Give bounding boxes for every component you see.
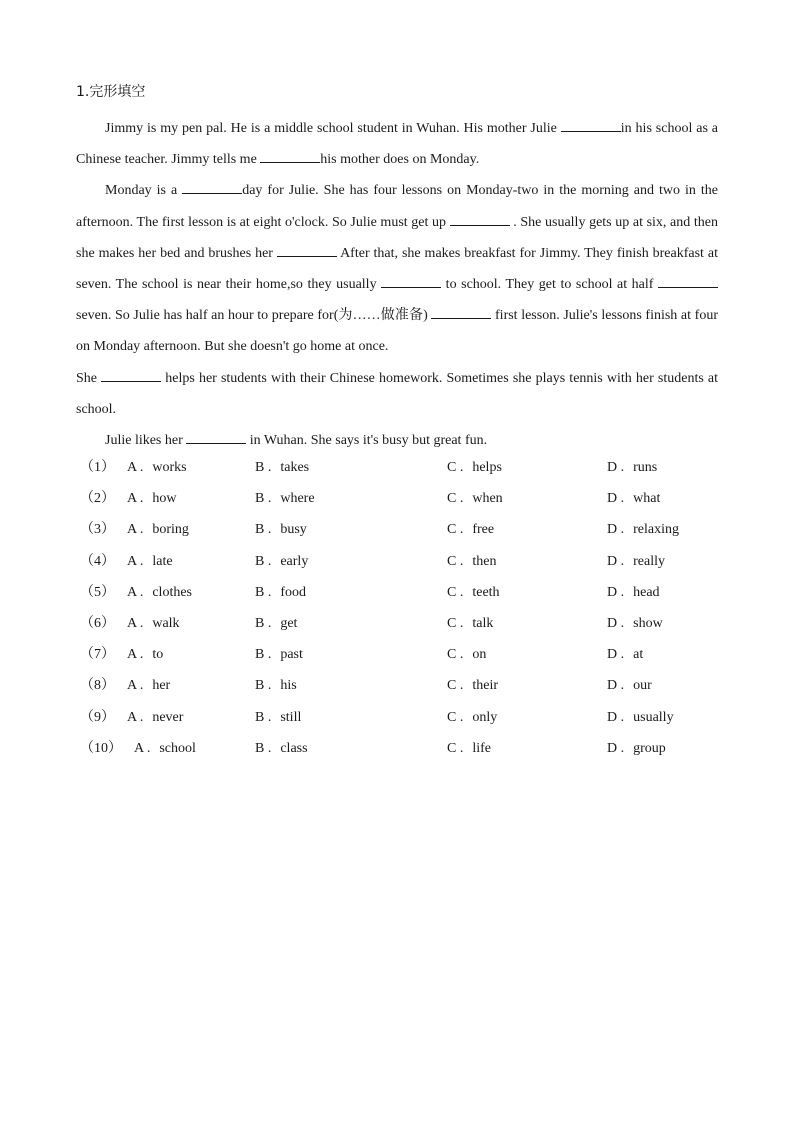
question-row <box>76 546 718 577</box>
text-segment: helps her students with their Chinese homework. Sometimes she plays tennis with her students at school. <box>76 370 719 417</box>
blank-6 <box>381 273 441 288</box>
question-row <box>76 514 718 545</box>
answer-options <box>76 452 718 764</box>
option-a[interactable]: A . never <box>127 709 184 725</box>
option-b[interactable]: B . busy <box>255 522 307 538</box>
option-d[interactable]: D . really <box>607 553 665 569</box>
question-number: （10） <box>80 740 122 756</box>
option-b[interactable]: B . early <box>255 553 309 569</box>
option-d[interactable]: D . what <box>607 491 661 507</box>
question-row <box>76 483 718 514</box>
option-b[interactable]: B . still <box>255 709 302 725</box>
text-segment: Monday is a <box>105 183 183 199</box>
text-segment: first lesson. Julie's lessons finish at four on Monday afternoon. But she doesn't go home at once. <box>76 308 718 355</box>
option-d[interactable]: D . head <box>607 584 660 600</box>
option-a[interactable]: A . late <box>127 553 173 569</box>
option-d[interactable]: D . relaxing <box>607 522 679 538</box>
question-row <box>76 670 718 701</box>
option-a[interactable]: A . boring <box>127 522 189 538</box>
question-row <box>76 608 718 639</box>
option-a[interactable]: A . works <box>127 460 187 475</box>
option-d[interactable]: D . our <box>607 678 652 694</box>
text-segment: Jimmy is my pen pal. He is a middle school student in Wuhan. His mother Julie <box>105 121 561 136</box>
option-c[interactable]: C . when <box>447 491 503 507</box>
question-row <box>76 733 718 764</box>
option-b[interactable]: B . class <box>255 740 308 756</box>
question-number: （8） <box>80 678 115 694</box>
blank-5 <box>277 242 337 257</box>
text-segment: in Wuhan. She says it's busy but great fun. <box>246 433 488 449</box>
option-b[interactable]: B . past <box>255 647 303 663</box>
question-number: （7） <box>80 647 115 663</box>
option-c[interactable]: C . on <box>447 647 487 663</box>
blank-9 <box>101 367 161 382</box>
question-row <box>76 702 718 733</box>
paragraph-3 <box>76 363 718 425</box>
question-number: （4） <box>80 553 115 569</box>
option-b[interactable]: B . food <box>255 584 307 600</box>
text-segment: his mother does on Monday. <box>320 152 480 168</box>
option-c[interactable]: C . helps <box>447 460 502 475</box>
option-a[interactable]: A . walk <box>127 615 180 631</box>
option-d[interactable]: D . usually <box>607 709 674 725</box>
blank-2 <box>260 148 320 163</box>
question-number: （1） <box>80 460 115 475</box>
option-c[interactable]: C . teeth <box>447 584 500 600</box>
question-row <box>76 577 718 608</box>
text-segment: in his school as a Chinese teacher. Jimmy tells me <box>76 121 718 168</box>
option-b[interactable]: B . his <box>255 678 297 694</box>
option-c[interactable]: C . talk <box>447 615 494 631</box>
option-d[interactable]: D . show <box>607 615 663 631</box>
text-segment: . She usually gets up at six, and then she makes her bed and brushes her <box>76 214 718 261</box>
text-segment: Julie likes her <box>105 433 187 449</box>
question-number: （6） <box>80 615 115 631</box>
paragraph-2 <box>76 175 718 362</box>
blank-1 <box>561 117 621 132</box>
option-d[interactable]: D . group <box>607 740 666 756</box>
question-number: （3） <box>80 522 115 538</box>
blank-7 <box>658 273 718 288</box>
option-c[interactable]: C . free <box>447 522 495 538</box>
option-d[interactable]: D . at <box>607 647 644 663</box>
option-a[interactable]: A . clothes <box>127 584 192 600</box>
text-segment: seven. So Julie has half an hour to prepare for(为……做准备) <box>76 308 432 324</box>
question-number: （5） <box>80 584 115 600</box>
question-heading: 1.完形填空 <box>76 84 146 100</box>
option-c[interactable]: C . life <box>447 740 491 756</box>
question-row <box>76 639 718 670</box>
text-segment: to school. They get to school at half <box>441 277 658 293</box>
option-c[interactable]: C . only <box>447 709 498 725</box>
blank-3 <box>182 179 242 194</box>
question-number: （9） <box>80 709 115 725</box>
cloze-passage <box>76 113 718 456</box>
option-c[interactable]: C . their <box>447 678 498 694</box>
blank-4 <box>450 211 510 226</box>
option-a[interactable]: A . her <box>127 678 171 694</box>
option-c[interactable]: C . then <box>447 553 497 569</box>
option-a[interactable]: A . how <box>127 491 177 507</box>
text-segment: She <box>76 370 102 386</box>
blank-8 <box>431 304 491 319</box>
option-a[interactable]: A . to <box>127 647 164 663</box>
paragraph-1 <box>76 113 718 175</box>
text-segment: After that, she makes breakfast for Jimmy. They finish breakfast at seven. The school is near their home,so they usually <box>76 245 718 293</box>
option-d[interactable]: D . runs <box>607 460 658 475</box>
option-b[interactable]: B . get <box>255 615 298 631</box>
blank-10 <box>186 429 246 444</box>
option-a[interactable]: A . school <box>134 740 196 756</box>
option-b[interactable]: B . takes <box>255 460 310 475</box>
question-row <box>76 452 718 483</box>
text-segment: day for Julie. She has four lessons on Monday-two in the morning and two in the afternoon. The first lesson is at eight o'clock. So Julie must get up <box>76 183 718 230</box>
question-number: （2） <box>80 491 115 507</box>
option-b[interactable]: B . where <box>255 491 315 507</box>
